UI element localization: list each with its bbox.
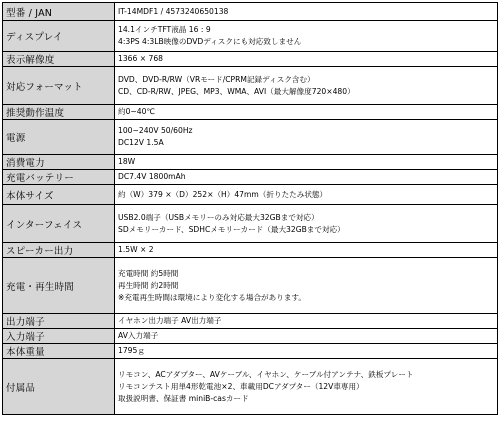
spec-label: 消費電力 [3, 155, 115, 170]
spec-label: 推奨動作温度 [3, 105, 115, 120]
spec-row [3, 52, 498, 67]
spec-value [115, 170, 498, 185]
spec-label: 充電バッテリー [3, 170, 115, 185]
spec-value-line: イヤホン出力端子 AV出力端子 [118, 316, 222, 325]
spec-row [3, 344, 498, 359]
spec-value-line: 再生時間 約2時間 [118, 280, 179, 290]
spec-row [3, 120, 498, 155]
spec-value-line: AV入力端子 [118, 331, 159, 340]
spec-value-line: ※充電再生時間は環境により変化する場合があります。 [118, 292, 307, 302]
spec-value-line: 約0~40℃ [118, 107, 155, 116]
spec-value-line: 取扱説明書、保証書 miniB-casカード [118, 393, 249, 403]
spec-value-line: リモコン、ACアダプター、AVケーブル、イヤホン、ケーブル付アンテナ、鉄板プレート [118, 369, 414, 379]
spec-value [115, 120, 498, 155]
spec-value [115, 329, 498, 344]
spec-row [3, 243, 498, 258]
spec-row [3, 3, 498, 21]
spec-label: 電源 [3, 120, 115, 155]
spec-row [3, 329, 498, 344]
spec-row [3, 185, 498, 205]
spec-label: 付属品 [3, 359, 115, 415]
spec-value [115, 3, 498, 21]
spec-value [115, 52, 498, 67]
spec-label: 型番 / JAN [3, 3, 115, 21]
spec-label: スピーカー出力 [3, 243, 115, 258]
spec-row [3, 314, 498, 329]
spec-value [115, 105, 498, 120]
spec-value-line: 18W [118, 157, 136, 166]
spec-value-line: 1366 × 768 [118, 54, 164, 63]
spec-row [3, 21, 498, 52]
spec-value [115, 185, 498, 205]
spec-label: 充電・再生時間 [3, 258, 115, 314]
spec-row [3, 155, 498, 170]
spec-row [3, 205, 498, 243]
spec-label: 対応フォーマット [3, 67, 115, 105]
spec-value-line: 1.5W × 2 [118, 245, 154, 254]
spec-value-line: DC7.4V 1800mAh [118, 172, 186, 181]
spec-value-line: 1795ｇ [118, 346, 145, 355]
spec-label: インターフェイス [3, 205, 115, 243]
spec-value-line: リモコンテスト用単4形乾電池×2、車載用DCアダプター（12V車専用） [118, 381, 364, 391]
spec-row [3, 359, 498, 415]
spec-value-line: USB2.0端子（USBメモリーのみ対応最大32GBまで対応） [118, 212, 319, 222]
spec-value-line: 充電時間 約5時間 [118, 268, 179, 278]
spec-value [115, 359, 498, 415]
spec-value-line: 14.1インチTFT液晶 16 : 9 [118, 25, 211, 34]
spec-value-line: SDメモリーカード、SDHCメモリーカード（最大32GBまで対応） [118, 224, 345, 234]
spec-table [2, 2, 498, 415]
spec-row [3, 258, 498, 314]
spec-value-line: DVD、DVD-R/RW（VRモード/CPRM記録ディスク含む） [118, 74, 315, 84]
spec-label: 本体サイズ [3, 185, 115, 205]
spec-value-line: 100~240V 50/60Hz [118, 126, 193, 135]
spec-row [3, 105, 498, 120]
spec-value [115, 21, 498, 52]
spec-row [3, 67, 498, 105]
spec-table-body [3, 3, 498, 415]
spec-value [115, 314, 498, 329]
spec-value [115, 67, 498, 105]
spec-value [115, 344, 498, 359]
spec-value [115, 243, 498, 258]
spec-value [115, 155, 498, 170]
spec-label: 出力端子 [3, 314, 115, 329]
spec-value-line: DC12V 1.5A [118, 138, 164, 147]
spec-label: 表示解像度 [3, 52, 115, 67]
spec-value [115, 205, 498, 243]
spec-value-line: 4:3PS 4:3LB映像のDVDディスクにも対応致しません [118, 37, 302, 46]
spec-label: 本体重量 [3, 344, 115, 359]
spec-value-line: IT-14MDF1 / 4573240650138 [118, 6, 229, 16]
spec-row [3, 170, 498, 185]
spec-label: 入力端子 [3, 329, 115, 344]
spec-label: ディスプレイ [3, 21, 115, 52]
spec-value-line: 約（W）379 ×（D）252×（H）47mm（折りたたみ状態） [118, 189, 328, 199]
spec-value [115, 258, 498, 314]
spec-value-line: CD、CD-R/RW、JPEG、MP3、WMA、AVI（最大解像度720×480） [118, 86, 355, 96]
